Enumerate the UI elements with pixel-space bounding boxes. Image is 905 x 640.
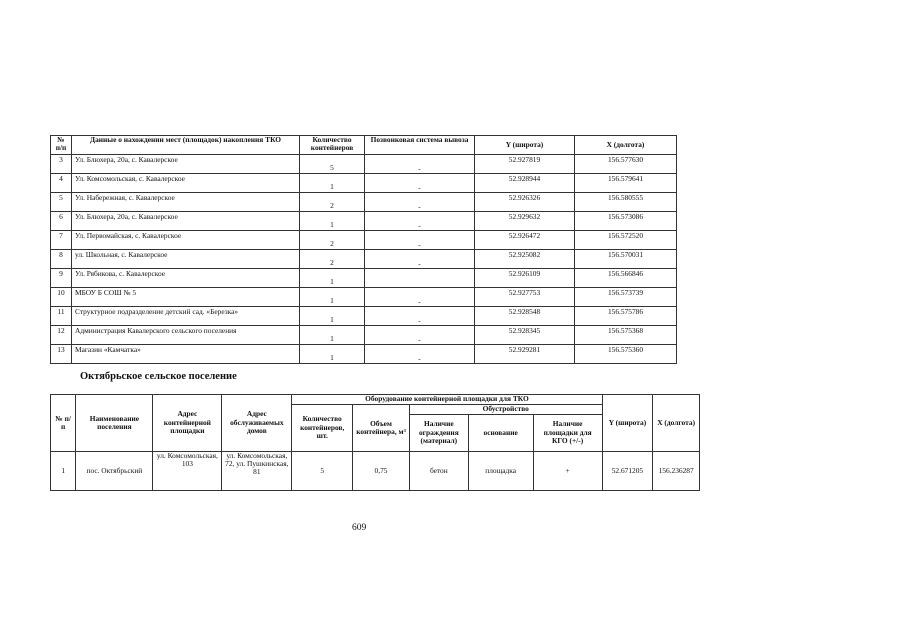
lon-cell: 156.572520 <box>575 231 677 250</box>
lat-cell: 52.926109 <box>475 269 575 288</box>
lat-cell: 52.925082 <box>475 250 575 269</box>
lon-cell: 156.573739 <box>575 288 677 307</box>
header-fence: Наличие ограждения (материал) <box>409 415 468 452</box>
lon-cell: 156.570031 <box>575 250 677 269</box>
row-number: 10 <box>51 288 72 307</box>
table-header-row <box>51 395 700 405</box>
lat-cell: 52.929632 <box>475 212 575 231</box>
count-cell: 2 <box>300 250 365 269</box>
base-cell: площадка <box>468 452 533 491</box>
lat-cell: 52.929281 <box>475 345 575 364</box>
header-base: основание <box>468 415 533 452</box>
place-cell: ул. Школьная, с. Кавалерское <box>72 250 300 269</box>
system-cell: - <box>365 307 475 326</box>
system-cell: - <box>365 288 475 307</box>
containers-table-oktyabrskoe <box>50 394 700 491</box>
place-cell: МБОУ Б СОШ № 5 <box>72 288 300 307</box>
system-cell: - <box>365 212 475 231</box>
table-row <box>51 231 677 250</box>
count-cell: 1 <box>300 174 365 193</box>
header-container-count: Количество контейнеров, шт. <box>292 405 353 452</box>
count-cell: 1 <box>300 345 365 364</box>
kgo-area-cell: + <box>533 452 602 491</box>
count-cell: 1 <box>300 269 365 288</box>
table-row <box>51 269 677 288</box>
system-cell: - <box>365 231 475 250</box>
lat-cell: 52.928548 <box>475 307 575 326</box>
place-cell: Ул. Рябикова, с. Кавалерское <box>72 269 300 288</box>
containers-table-kavalerskoe <box>50 135 677 364</box>
volume-cell: 0,75 <box>353 452 410 491</box>
row-number: 6 <box>51 212 72 231</box>
fence-cell: бетон <box>409 452 468 491</box>
lon-cell: 156.577630 <box>575 155 677 174</box>
row-number: 5 <box>51 193 72 212</box>
lon-cell: 156.236287 <box>653 452 700 491</box>
header-kgo-area: Наличие площадки для КГО (+/-) <box>533 415 602 452</box>
lat-cell: 52.927819 <box>475 155 575 174</box>
lon-cell: 156.575786 <box>575 307 677 326</box>
header-system: Позвонковая система вывоза <box>365 136 475 155</box>
table-row <box>51 452 700 491</box>
count-cell: 1 <box>300 212 365 231</box>
container-count-cell: 5 <box>292 452 353 491</box>
served-address-cell: ул. Комсомольская, 72, ул. Пушкинская, 81 <box>222 452 292 491</box>
row-number: 4 <box>51 174 72 193</box>
lon-cell: 156.566846 <box>575 269 677 288</box>
table-row <box>51 174 677 193</box>
system-cell <box>365 269 475 288</box>
table-row <box>51 326 677 345</box>
row-number: 8 <box>51 250 72 269</box>
row-number: 1 <box>51 452 76 491</box>
count-cell: 2 <box>300 231 365 250</box>
place-cell: Администрация Кавалерского сельского поселения <box>72 326 300 345</box>
settlement-cell: пос. Октябрьский <box>76 452 153 491</box>
lon-cell: 156.573086 <box>575 212 677 231</box>
table-row <box>51 288 677 307</box>
place-cell: Ул. Блюхера, 20а, с. Кавалерское <box>72 212 300 231</box>
place-cell: Ул. Набережная, с. Кавалерское <box>72 193 300 212</box>
lon-cell: 156.579641 <box>575 174 677 193</box>
lon-cell: 156.575360 <box>575 345 677 364</box>
page-number: 609 <box>352 523 367 533</box>
header-lon: X (долгота) <box>575 136 677 155</box>
system-cell: - <box>365 326 475 345</box>
header-volume: Объем контейнера, м³ <box>353 405 410 452</box>
count-cell: 1 <box>300 326 365 345</box>
header-served-address: Адрес обслуживаемых домов <box>222 395 292 452</box>
place-cell: Ул. Комсомольская, с. Кавалерское <box>72 174 300 193</box>
table-row <box>51 155 677 174</box>
header-lon: X (долгота) <box>653 395 700 452</box>
header-lat: Y (широта) <box>475 136 575 155</box>
lat-cell: 52.926472 <box>475 231 575 250</box>
row-number: 7 <box>51 231 72 250</box>
place-cell: Ул. Первомайская, с. Кавалерское <box>72 231 300 250</box>
header-place: Данные о нахождении мест (площадок) накопления ТКО <box>72 136 300 155</box>
count-cell: 1 <box>300 307 365 326</box>
row-number: 3 <box>51 155 72 174</box>
table-row <box>51 345 677 364</box>
count-cell: 5 <box>300 155 365 174</box>
table-row <box>51 250 677 269</box>
container-address-cell: ул. Комсомольская, 103 <box>153 452 222 491</box>
lon-cell: 156.580555 <box>575 193 677 212</box>
row-number: 9 <box>51 269 72 288</box>
header-count: Количество контейнеров <box>300 136 365 155</box>
lat-cell: 52.927753 <box>475 288 575 307</box>
lon-cell: 156.575368 <box>575 326 677 345</box>
count-cell: 2 <box>300 193 365 212</box>
header-improvement-group: Обустройство <box>409 405 602 415</box>
row-number: 13 <box>51 345 72 364</box>
row-number: 12 <box>51 326 72 345</box>
place-cell: Магазин «Камчатка» <box>72 345 300 364</box>
lat-cell: 52.671205 <box>602 452 653 491</box>
table-header-row <box>51 136 677 155</box>
lat-cell: 52.928345 <box>475 326 575 345</box>
header-equipment-group: Оборудование контейнерной площадки для ТКО <box>292 395 602 405</box>
header-num: № п/п <box>51 136 72 155</box>
place-cell: Структурное подразделение детский сад. «Березка» <box>72 307 300 326</box>
section-title: Октябрьское сельское поселение <box>80 371 237 382</box>
lat-cell: 52.928944 <box>475 174 575 193</box>
table-row <box>51 307 677 326</box>
header-lat: Y (широта) <box>602 395 653 452</box>
system-cell: - <box>365 174 475 193</box>
system-cell: - <box>365 345 475 364</box>
table-row <box>51 212 677 231</box>
header-num: № п/п <box>51 395 76 452</box>
place-cell: Ул. Блюхера, 20а, с. Кавалерское <box>72 155 300 174</box>
header-settlement: Наименование поселения <box>76 395 153 452</box>
system-cell: - <box>365 193 475 212</box>
system-cell: - <box>365 250 475 269</box>
count-cell: 1 <box>300 288 365 307</box>
table-row <box>51 193 677 212</box>
system-cell: - <box>365 155 475 174</box>
row-number: 11 <box>51 307 72 326</box>
header-container-address: Адрес контейнерной площадки <box>153 395 222 452</box>
lat-cell: 52.926326 <box>475 193 575 212</box>
